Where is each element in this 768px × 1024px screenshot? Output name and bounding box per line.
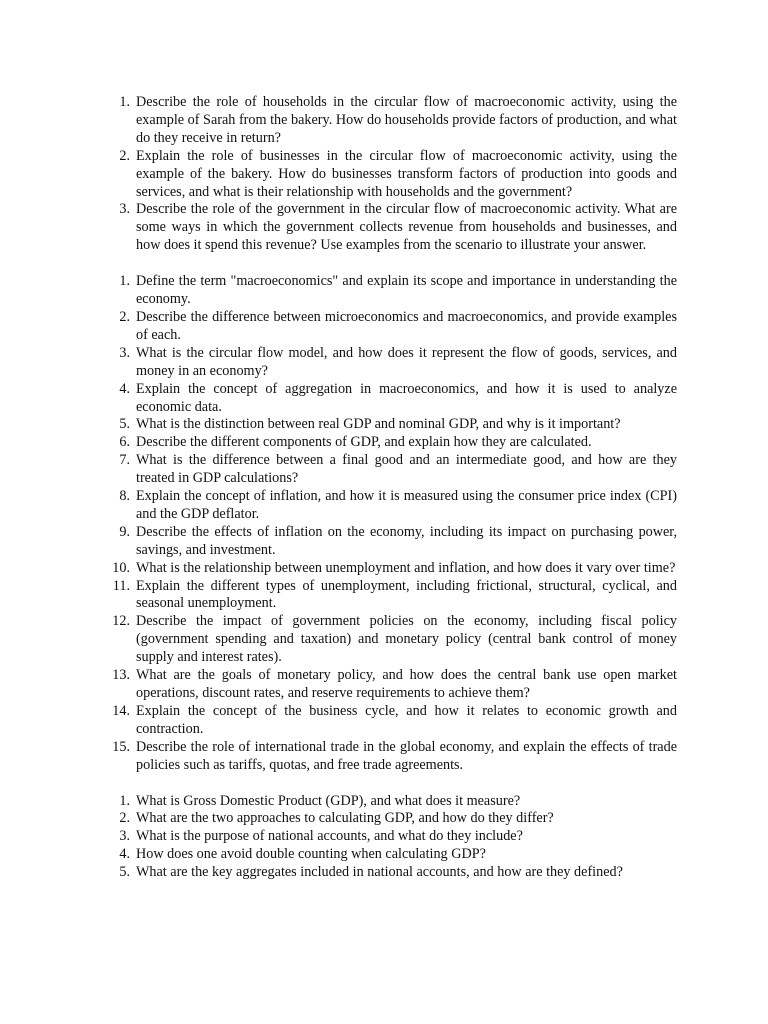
item-text: What is the purpose of national accounts, and what do they include? xyxy=(136,828,523,845)
item-number: 2. xyxy=(119,147,130,164)
item-text: Describe the impact of government policies on the economy, including fiscal policy (government spending and taxation) and monetary policy (central bank control of money supply and interest rates). xyxy=(136,613,677,666)
item-number: 10. xyxy=(112,559,130,576)
list-item xyxy=(0,828,677,846)
item-number: 12. xyxy=(112,613,130,630)
item-text: What is the circular flow model, and how does it represent the flow of goods, services, and money in an economy? xyxy=(136,344,677,379)
list-item xyxy=(0,667,677,703)
item-number: 3. xyxy=(119,201,130,218)
list-item xyxy=(0,560,677,578)
item-text: What is the distinction between real GDP and nominal GDP, and why is it important? xyxy=(136,416,621,433)
item-text: Describe the role of households in the circular flow of macroeconomic activity, using the example of Sarah from the bakery. How do households provide factors of production, and what do they receive in return? xyxy=(136,94,677,146)
item-text: Explain the role of businesses in the circular flow of macroeconomic activity, using the example of the bakery. How do businesses transform factors of production into goods and services, and what is their relationship with households and the government? xyxy=(136,147,677,200)
list-item xyxy=(0,452,677,488)
list-item xyxy=(0,703,677,739)
list-item xyxy=(0,148,677,202)
list-item xyxy=(0,578,677,614)
item-text: What is Gross Domestic Product (GDP), and what does it measure? xyxy=(136,792,521,809)
item-number: 13. xyxy=(112,667,130,684)
item-text: What are the key aggregates included in national accounts, and how are they defined? xyxy=(136,864,623,881)
question-list-scenario xyxy=(0,94,768,255)
item-text: Describe the role of international trade in the global economy, and explain the effects of trade policies such as tariffs, quotas, and free trade agreements. xyxy=(136,738,677,773)
list-item xyxy=(0,846,677,864)
question-list-macroeconomics xyxy=(0,273,768,774)
item-text: What are the goals of monetary policy, and how does the central bank use open market operations, discount rates, and reserve requirements to achieve them? xyxy=(136,667,677,701)
item-number: 15. xyxy=(112,738,130,755)
question-list-gdp xyxy=(0,793,768,883)
item-text: Explain the different types of unemployment, including frictional, structural, cyclical, and seasonal unemployment. xyxy=(136,577,677,612)
list-item xyxy=(0,434,677,452)
list-item xyxy=(0,613,677,667)
item-number: 3. xyxy=(119,828,130,845)
item-number: 14. xyxy=(112,702,130,719)
list-item xyxy=(0,345,677,381)
list-item xyxy=(0,739,677,775)
list-item xyxy=(0,793,677,811)
item-number: 2. xyxy=(119,810,130,827)
item-text: Explain the concept of aggregation in macroeconomics, and how it is used to analyze economic data. xyxy=(136,380,677,415)
item-text: Explain the concept of inflation, and how it is measured using the consumer price index (CPI) and the GDP deflator. xyxy=(136,488,677,522)
item-text: What is the difference between a final good and an intermediate good, and how are they treated in GDP calculations? xyxy=(136,452,677,487)
item-text: Describe the effects of inflation on the economy, including its impact on purchasing power, savings, and investment. xyxy=(136,523,677,558)
item-text: What is the relationship between unemployment and inflation, and how does it vary over time? xyxy=(136,559,676,576)
item-number: 11. xyxy=(112,577,130,594)
item-text: Describe the role of the government in the circular flow of macroeconomic activity. What are some ways in which the government collects revenue from households and businesses, and how does it spend this revenue? Use examples from the scenario to illustrate your answer. xyxy=(136,201,677,254)
item-number: 9. xyxy=(119,523,130,540)
item-number: 2. xyxy=(119,308,130,325)
list-item xyxy=(0,309,677,345)
item-text: Describe the different components of GDP, and explain how they are calculated. xyxy=(136,434,592,451)
item-number: 4. xyxy=(119,380,130,397)
item-number: 5. xyxy=(119,864,130,881)
list-item xyxy=(0,524,677,560)
item-number: 8. xyxy=(119,488,130,505)
item-number: 1. xyxy=(119,94,130,110)
item-number: 1. xyxy=(119,273,130,290)
item-number: 5. xyxy=(119,416,130,433)
item-text: How does one avoid double counting when calculating GDP? xyxy=(136,846,486,863)
item-number: 6. xyxy=(119,434,130,451)
item-text: Define the term "macroeconomics" and explain its scope and importance in understanding the economy. xyxy=(136,273,677,308)
item-number: 4. xyxy=(119,846,130,863)
list-item xyxy=(0,273,677,309)
document-page xyxy=(0,94,768,882)
list-item xyxy=(0,864,677,882)
list-item xyxy=(0,488,677,524)
list-item xyxy=(0,381,677,417)
item-text: What are the two approaches to calculating GDP, and how do they differ? xyxy=(136,810,554,827)
list-item xyxy=(0,810,677,828)
list-item xyxy=(0,201,677,255)
list-item xyxy=(0,94,677,148)
list-item xyxy=(0,416,677,434)
item-number: 7. xyxy=(119,452,130,469)
item-text: Explain the concept of the business cycle, and how it relates to economic growth and contraction. xyxy=(136,702,677,737)
item-text: Describe the difference between microeconomics and macroeconomics, and provide examples of each. xyxy=(136,308,677,343)
item-number: 3. xyxy=(119,344,130,361)
item-number: 1. xyxy=(119,792,130,809)
